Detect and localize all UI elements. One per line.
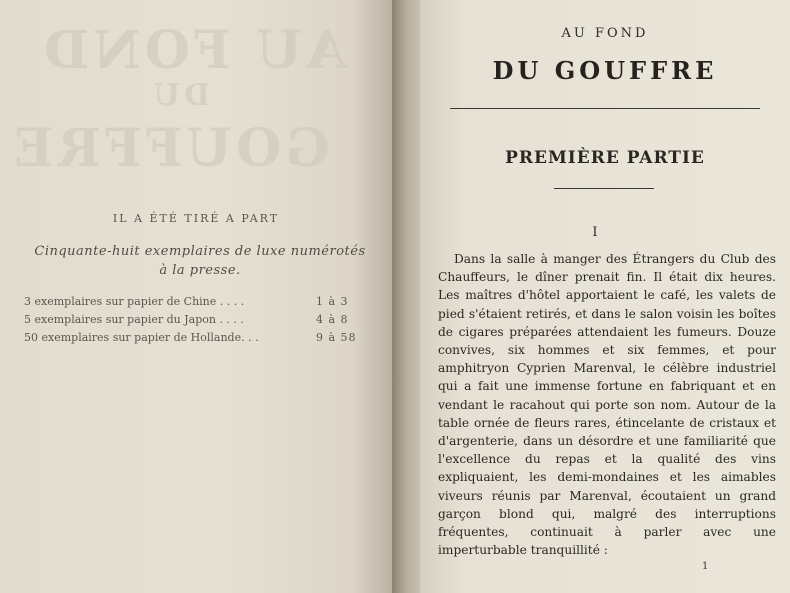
list-item xyxy=(24,293,374,311)
tire-a-part-heading: IL A ÉTÉ TIRÉ A PART xyxy=(112,212,280,225)
luxe-copies-note xyxy=(20,242,380,280)
part-title: PREMIÈRE PARTIE xyxy=(505,148,705,168)
chapter-number: I xyxy=(592,225,598,240)
list-item xyxy=(24,311,374,329)
show-through-text-2: DU xyxy=(150,78,211,113)
chapter-paragraph: Dans la salle à manger des Étrangers du Club des Chauffeurs, le dîner prenait fin. Il était dix heures. Les maîtres d'hôtel apportaient le café, les valets de pied s'étaient retirés, et dans le salon voisin les boîtes de cigares préparées attendaient les fumeurs. Douze convives, six hommes et six femmes, et pour amphitryon Cyprien Marenval, le célèbre industriel qui a fait une immense fortune en fabriquant et en vendant le racahout qui porte son nom. Autour de la table ornée de fleurs rares, étincelante de cristaux et d'argenterie, dans un désordre et une familiarité que l'excellence du repas et la qualité des vins expliquaient, les demi-mondaines et les aimables viveurs réunis par Marenval, écoutaient un grand garçon blond qui, malgré des interruptions fréquentes, continuait à parler avec une imperturbable tranquillité : xyxy=(438,252,776,558)
show-through-text-1: AU FOND xyxy=(40,20,347,81)
right-page xyxy=(420,0,790,593)
page-number: 1 xyxy=(702,561,709,572)
luxe-copies-line-2: à la presse. xyxy=(159,263,241,278)
show-through-text-3: GOUFFRE xyxy=(10,118,330,179)
exemplaire-text: 50 exemplaires sur papier de Hollande. . . xyxy=(24,331,259,344)
part-divider xyxy=(554,188,654,189)
exemplaire-text: 3 exemplaires sur papier de Chine . . . . xyxy=(24,295,245,308)
luxe-copies-line-1: Cinquante-huit exemplaires de luxe numérotés xyxy=(34,244,366,259)
title-small: AU FOND xyxy=(561,26,649,41)
title-divider xyxy=(450,108,760,109)
left-page xyxy=(0,0,392,593)
exemplaire-range: 1 à 3 xyxy=(316,295,349,308)
exemplaire-text: 5 exemplaires sur papier du Japon . . . . xyxy=(24,313,244,326)
page-title: DU GOUFFRE xyxy=(492,56,718,85)
list-item xyxy=(24,329,374,347)
exemplaire-range: 9 à 58 xyxy=(316,331,357,344)
exemplaires-list xyxy=(24,293,374,347)
exemplaire-range: 4 à 8 xyxy=(316,313,349,326)
